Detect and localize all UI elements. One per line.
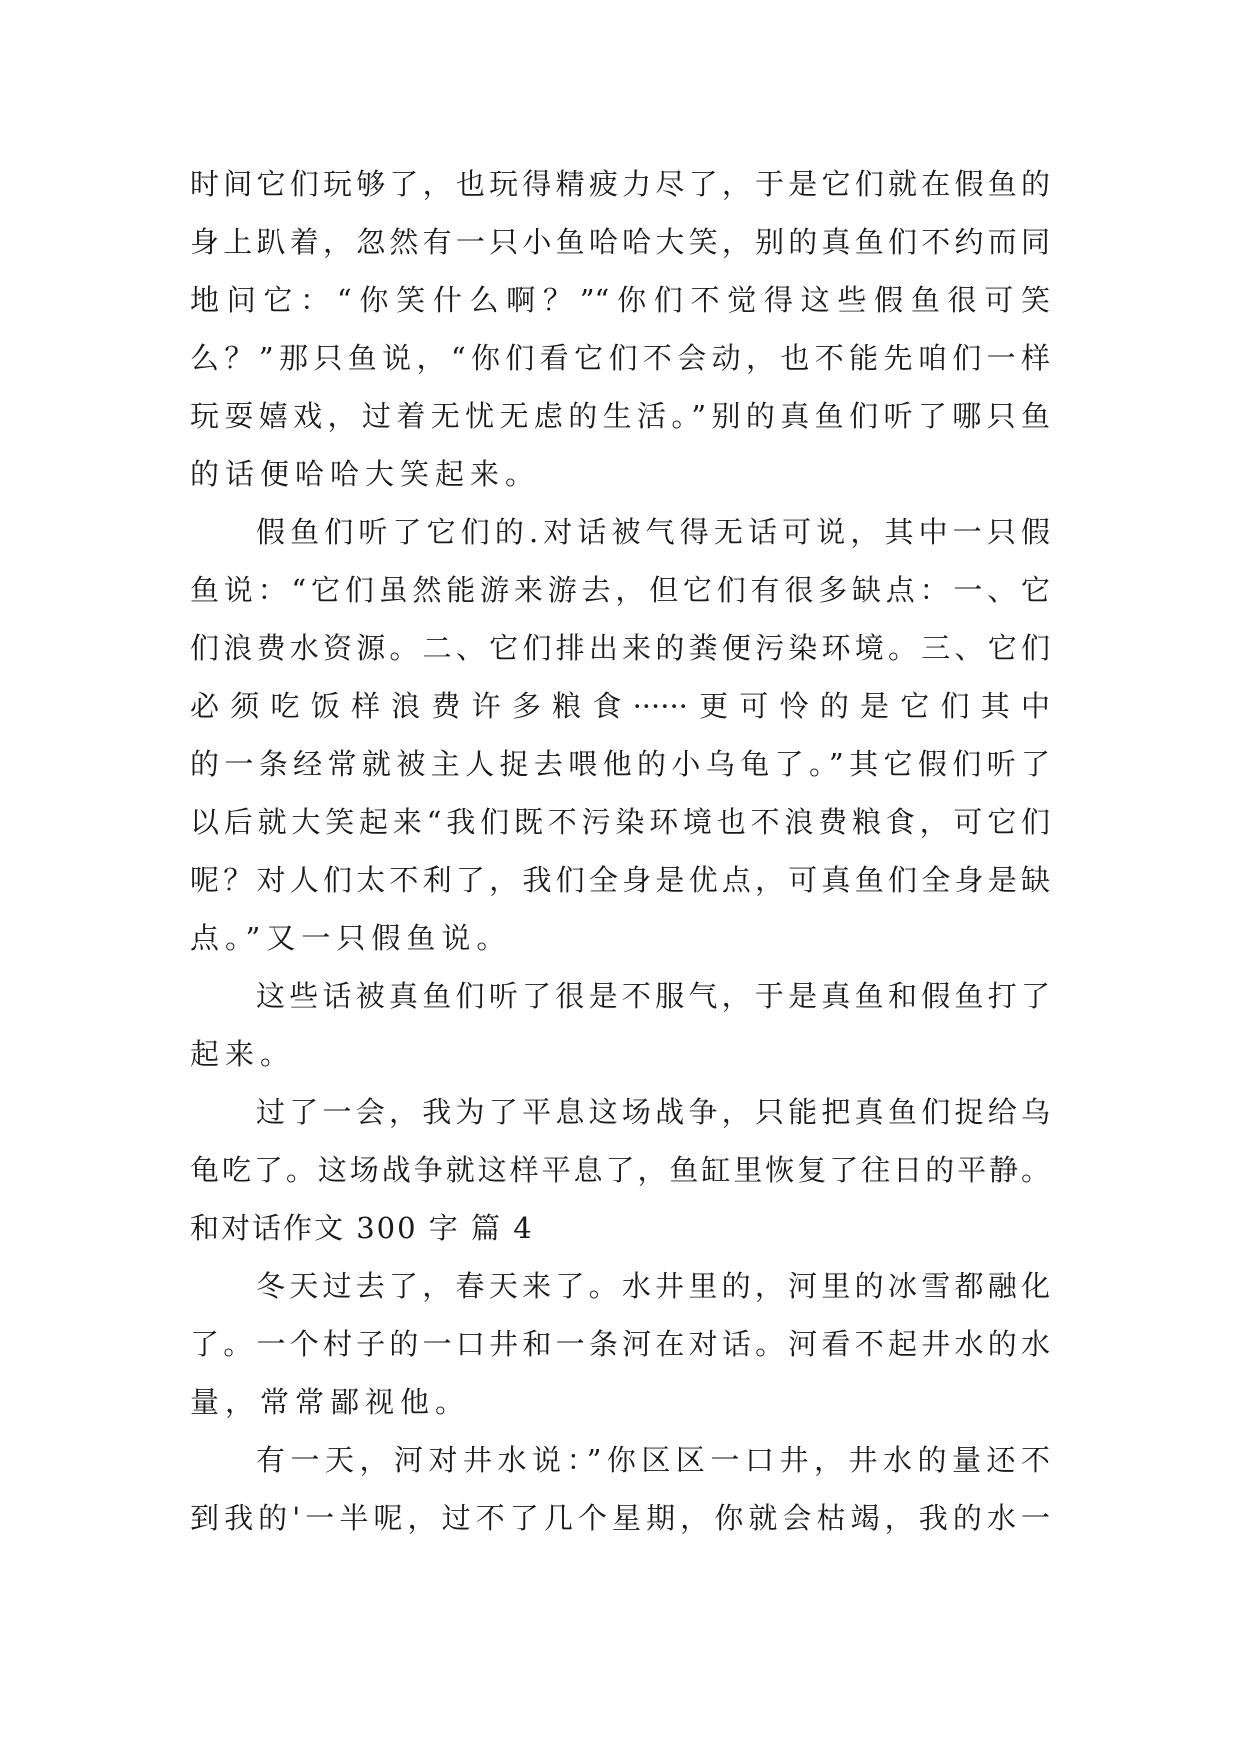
text-line: 以后就大笑起来“我们既不污染环境也不浪费粮食，可它们 xyxy=(190,805,1050,839)
text-line: 点。”又一只假鱼说。 xyxy=(190,921,512,955)
text-line: 龟吃了。这场战争就这样平息了，鱼缸里恢复了往日的平静。 xyxy=(190,1153,1050,1187)
text-line: 到我的'一半呢，过不了几个星期，你就会枯竭，我的水一 xyxy=(190,1501,1050,1535)
text-line: 的一条经常就被主人捉去喂他的小乌龟了。”其它假们听了 xyxy=(190,747,1050,781)
text-line: 身上趴着，忽然有一只小鱼哈哈大笑，别的真鱼们不约而同 xyxy=(190,225,1050,259)
text-line: 起来。 xyxy=(190,1037,296,1071)
paragraph-first-line: 过了一会，我为了平息这场战争，只能把真鱼们捉给乌 xyxy=(256,1095,1050,1129)
paragraph-first-line: 这些话被真鱼们听了很是不服气，于是真鱼和假鱼打了 xyxy=(256,979,1050,1013)
text-line: 们浪费水资源。二、它们排出来的粪便污染环境。三、它们 xyxy=(190,631,1050,665)
text-line: 必须吃饭样浪费许多粮食······更可怜的是它们其中 xyxy=(190,689,1050,723)
paragraph-first-line: 有一天，河对井水说：”你区区一口井，井水的量还不 xyxy=(256,1443,1050,1477)
text-line: 的话便哈哈大笑起来。 xyxy=(190,457,541,491)
paragraph-first-line: 假鱼们听了它们的.对话被气得无话可说，其中一只假 xyxy=(256,515,1050,549)
text-line: 时间它们玩够了，也玩得精疲力尽了，于是它们就在假鱼的 xyxy=(190,167,1050,201)
section-heading: 和对话作文 300 字 篇 4 xyxy=(190,1211,534,1245)
text-line: 玩耍嬉戏，过着无忧无虑的生活。”别的真鱼们听了哪只鱼 xyxy=(190,399,1050,433)
text-line: 么？”那只鱼说，“你们看它们不会动，也不能先咱们一样 xyxy=(190,341,1050,375)
text-line: 地问它：“你笑什么啊？”“你们不觉得这些假鱼很可笑 xyxy=(190,283,1050,317)
text-line: 了。一个村子的一口井和一条河在对话。河看不起井水的水 xyxy=(190,1327,1050,1361)
text-line: 鱼说：“它们虽然能游来游去，但它们有很多缺点：一、它 xyxy=(190,573,1050,607)
text-line: 量，常常鄙视他。 xyxy=(190,1385,471,1419)
text-line: 呢？对人们太不利了，我们全身是优点，可真鱼们全身是缺 xyxy=(190,863,1050,897)
paragraph-first-line: 冬天过去了，春天来了。水井里的，河里的冰雪都融化 xyxy=(256,1269,1050,1303)
